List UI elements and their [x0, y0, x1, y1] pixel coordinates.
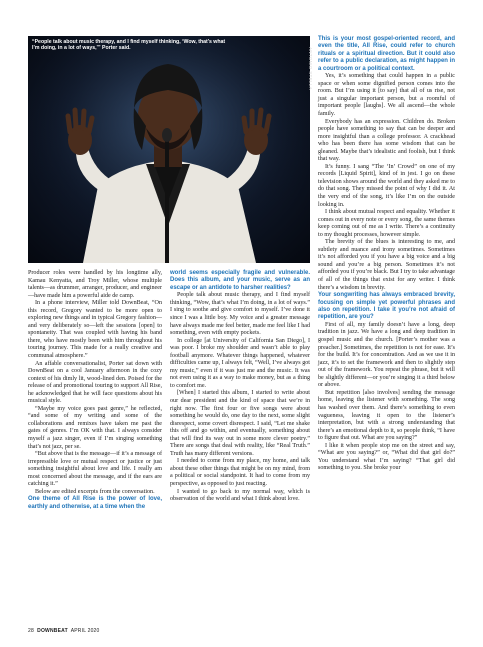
body-paragraph: [When] I started this album, I started to write about our dear president and the kind of space that we’re in right now. The first four or five songs were about something he would do, one day to the next, some slight disrespect, some covert disrespect. I said, “Let me shake this off and go within, and eventually, something about that will find its way out in some more clever poetry.” There are songs that deal with reality, like “Real Truth.” Truth has many different versions.	[170, 390, 310, 457]
body-paragraph: In college [at University of California San Diego], I was poor. I broke my shoulder and wasn’t able to play football anymore. Whatever things happened, whatever difficulties came up, I always felt, “Well, I’ve always got my music,” even if it was just me and the music. It was not even using it as a way to make money, but as a thing to comfort me.	[170, 337, 310, 389]
body-paragraph: It’s funny. I sang “The ‘In’ Crowd” on one of my records [Liquid Spirit], kind of in jest. I go on these television shows around the world and they asked me to do that song. They missed the point of why I did it. At the very end of the song, it’s like I’m on the outside looking in.	[318, 163, 455, 208]
body-paragraph: “Maybe my voice goes past genre,” he reflected, “and some of my writing and some of the collaborations and remixes have taken me past the gates of genres. I’m OK with that. I always consider myself a jazz singer, even if I’m singing something that’s not jazz, per se.	[28, 405, 162, 450]
body-paragraph: “But above that is the message—if it’s a message of irrepressible love or mutual respect or justice or just something insightful about love and life. I really am most concerned about the message, and if the ears are catching it.”	[28, 451, 162, 488]
body-paragraph: An affable conversationalist, Porter sat down with DownBeat on a cool January afternoon in the cozy context of his dimly lit, wood-lined den. Poised for the release of and promotional touring to support All Rise, he acknowledged that he will face questions about his musical style.	[28, 360, 162, 405]
interview-question: Your songwriting has always embraced brevity, focusing on simple yet powerful phrases and also on repetition. I take it you’re not afraid of repetition, are you?	[318, 292, 455, 321]
body-paragraph: I needed to come from my place, my home, and talk about these other things that might be on my mind, from a political or social standpoint. It had to come from my perspective, as opposed to just reacting.	[170, 458, 310, 488]
photo-caption: “People talk about music therapy, and I find myself thinking, ‘Wow, that’s what I’m doing, in a lot of ways,’” Porter said.	[32, 39, 226, 52]
interview-question: world seems especially fragile and vulnerable. Does this album, and your music, serve as an escape or an antidote to harsher realities?	[170, 270, 310, 291]
page-number: 28	[28, 628, 34, 634]
page-footer	[28, 628, 100, 634]
body-paragraph: People talk about music therapy, and I find myself thinking, “Wow, that’s what I’m doing, in a lot of ways.” I sing to soothe and give comfort to myself. I’ve done it since I was a little boy. My voice and a greater message have always made me feel better, made me feel like I had something, even with empty pockets.	[170, 292, 310, 337]
body-paragraph: I think about mutual respect and equality. Whether it comes out in every note or every song, the same themes keep coming out of me as I write. There’s a continuity to my thought processes, however simple.	[318, 209, 455, 238]
body-paragraph: Everybody has an expression. Children do. Broken people have something to say that can be deeper and more insightful than a college professor. A crackhead who has been there has some wisdom that can be gleaned. Maybe that’s idealistic and foolish, but I think that way.	[318, 118, 455, 163]
body-paragraph: In a phone interview, Miller told DownBeat, “On this record, Gregory wanted to be more open to exploring new things and in typical Gregory fashion—and very deliberately so—left the sessions [open] to spontaneity. That was coupled with having his band there, who have mostly been with him throughout his touring journey. This made for a really creative and communal atmosphere.”	[28, 300, 162, 360]
body-paragraph: First of all, my family doesn’t have a long, deep tradition in jazz. We have a long and deep tradition in gospel music and the church. [Porter’s mother was a preacher.] Sometimes, the repetition is not for ease. It’s for the build. It’s for concentration. And as we use it in jazz, it’s to set the framework and then to slightly step out of the framework. You repeat the phrase, but it will be slightly different—or you’re singing it a third below or above.	[318, 321, 455, 389]
body-paragraph: The brevity of the blues is interesting to me, and subtlety and nuance and irony sometimes. Sometimes it’s not afforded you if you have a big voice and a big sound and you’re a big person. Sometimes it’s not afforded you if you’re black. But I try to take advantage of all of the things that exist for any writer. I think there’s a wisdom in brevity.	[318, 239, 455, 291]
article-column-3	[318, 36, 455, 473]
body-paragraph: Yes, it’s something that could happen in a public space or when some dignified person comes into the room. But I’m using it [to say] that all of us rise, not just a singular important person, but a roomful of important people [laughs]. We all ascend—the whole family.	[318, 73, 455, 117]
body-paragraph: But repetition [also involves] sending the message home, leaving the listener with something. The song has washed over them. And there’s something to even vagueness, leaving it open to the listener’s interpretation, but with a strong understanding that there’s an emotional depth to it, so people think, “I have to figure that out. What are you saying?”	[318, 389, 455, 442]
magazine-name: DOWNBEAT	[37, 628, 68, 634]
interview-question: One theme of All Rise is the power of love, earthly and otherwise, at a time when the	[28, 496, 162, 510]
singer-illustration	[28, 36, 310, 263]
body-paragraph: I wanted to go back to my normal way, which is observation of the world and what I think about love.	[170, 488, 310, 503]
article-column-2	[170, 270, 310, 504]
photo-credit: ANTONIO STELLA	[307, 46, 313, 91]
interview-question: This is your most gospel-oriented record, and even the title, All Rise, could refer to church rituals or a spiritual direction. But it could also refer to a public declaration, as might happen in a courtroom or a political context.	[318, 36, 455, 72]
body-paragraph: Producer roles were handled by his longtime ally, Kamau Kenyatta, and Troy Miller, whose multiple talents—as drummer, arranger, producer, and engineer—have made him a powerful aide de camp.	[28, 270, 162, 299]
issue-date: APRIL 2020	[70, 628, 100, 634]
body-paragraph: Below are edited excerpts from the conversation.	[35, 488, 155, 495]
performer-photo	[28, 36, 313, 263]
body-paragraph: I like it when people stop me on the street and say, “What are you saying?” or, “What did that girl do?” You understand what I’m saying? “That girl did something to you. She broke your	[318, 442, 455, 472]
article-column-1	[28, 270, 162, 511]
